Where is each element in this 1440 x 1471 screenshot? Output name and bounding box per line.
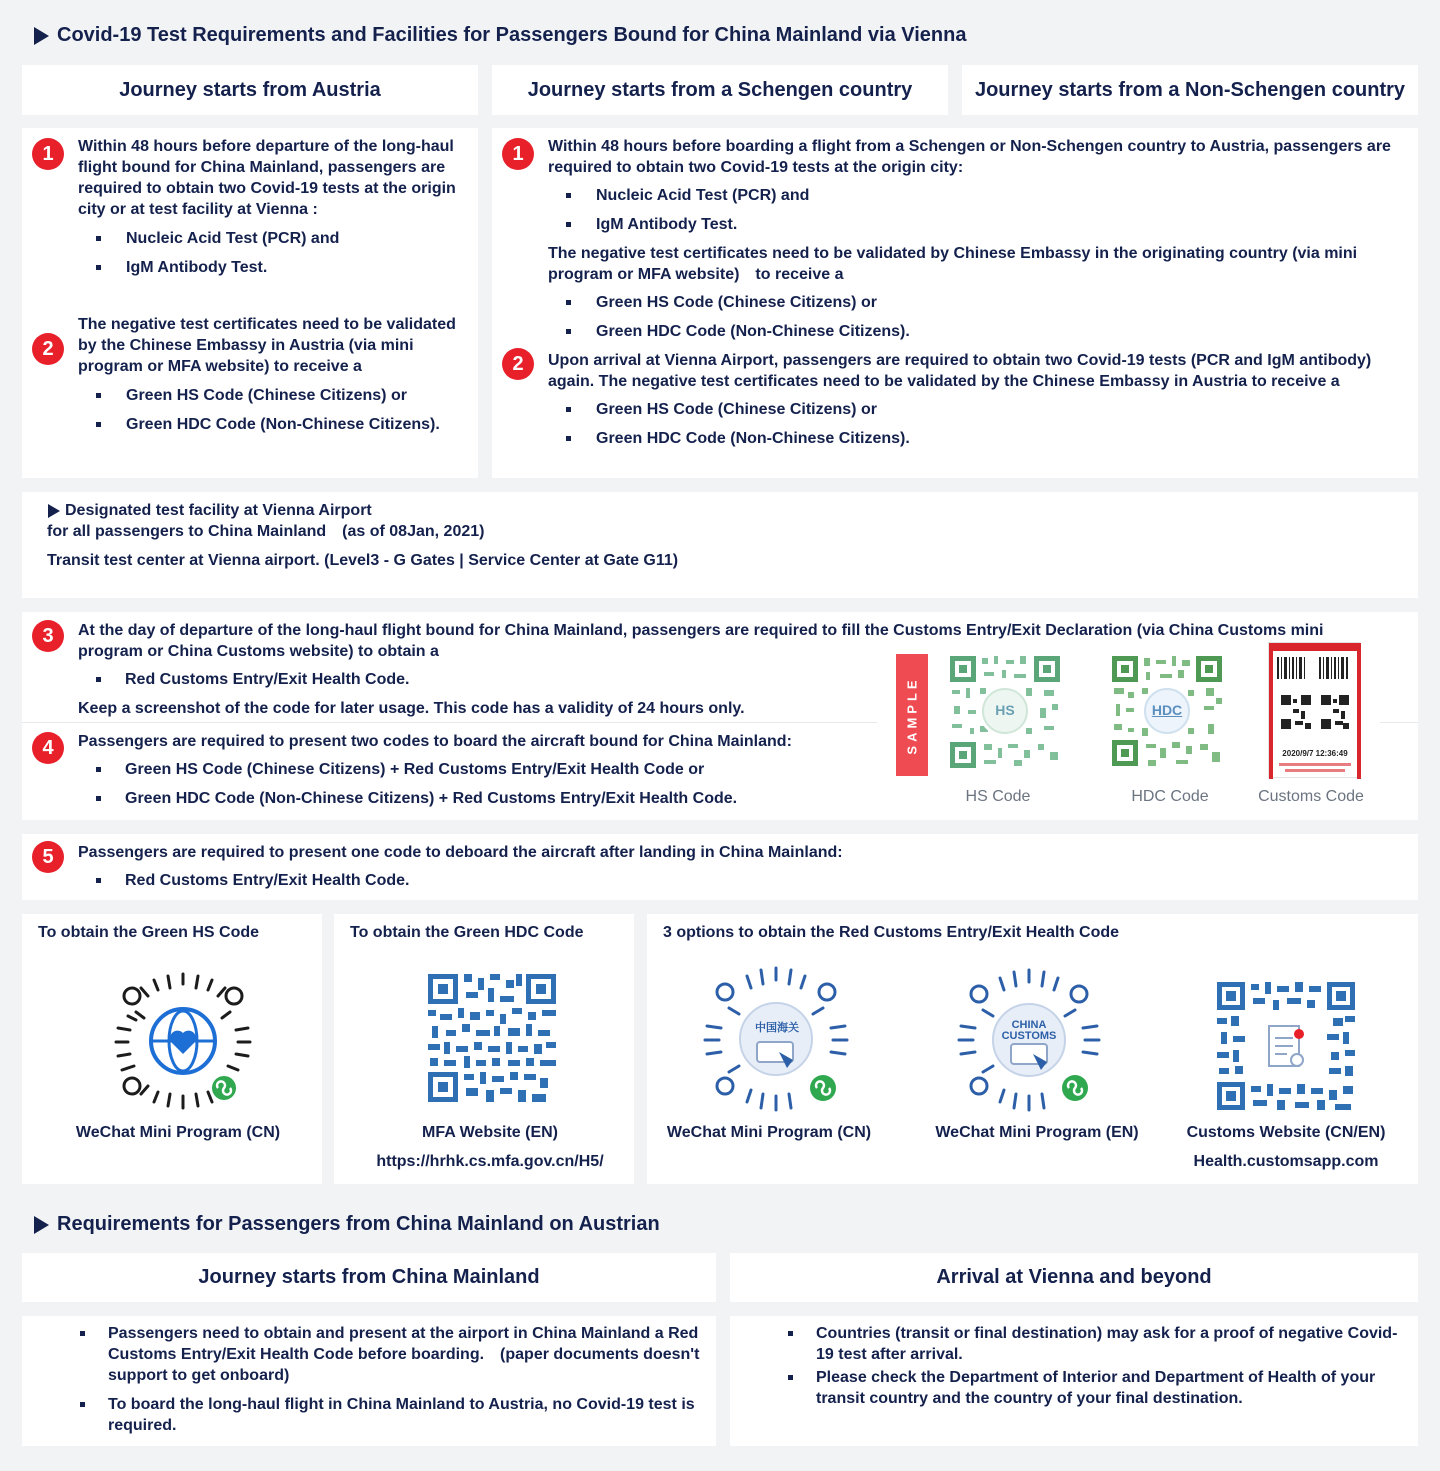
schengen-requirements-card xyxy=(492,128,1418,478)
step5-text: Passengers are required to present one code to deboard the aircraft after landing in China Mainland: xyxy=(78,844,843,861)
schengen-step2-text: Upon arrival at Vienna Airport, passengers are required to obtain two Covid-19 tests (PCR and IgM antibody) again. The negative test certificates need to be validated by the Chinese Embassy in Austria to receive a xyxy=(548,352,1372,390)
list-item: Green HS Code (Chinese Citizens) or xyxy=(96,381,440,410)
list-item: Please check the Department of Interior and Department of Health of your transit country and the country of your final destination. xyxy=(788,1367,1398,1409)
obtain-customs-code-card: 3 options to obtain the Red Customs Entry/Exit Health Code 中国海关 WeChat Mini Program (CN) CHINA CUSTOMS WeChat Mini Program (EN) Customs Website (CN/EN) Health.customsapp.com xyxy=(647,914,1418,1184)
hs-code-caption: HS Code xyxy=(965,788,1031,805)
list-item: Green HDC Code (Non-Chinese Citizens). xyxy=(96,410,440,439)
facility-location: Transit test center at Vienna airport. (Level3 - G Gates | Service Center at Gate G11) xyxy=(47,552,679,569)
obtain-hs-title: To obtain the Green HS Code xyxy=(38,924,260,941)
hdc-mfa-caption: MFA Website (EN) xyxy=(421,1124,558,1141)
china-customs-cn-mini-program-qr-icon[interactable] xyxy=(701,964,851,1114)
step5-list xyxy=(96,866,410,895)
schengen-step2-list xyxy=(566,395,910,453)
obtain-customs-title: 3 options to obtain the Red Customs Entry/Exit Health Code xyxy=(663,924,1120,941)
facility-subheading: for all passengers to China Mainland (as of 08Jan, 2021) xyxy=(47,523,485,540)
from-china-list xyxy=(80,1323,700,1444)
list-item: Nucleic Acid Test (PCR) and xyxy=(566,181,809,210)
test-facility-card xyxy=(22,492,1418,598)
column-header-schengen: Journey starts from a Schengen country xyxy=(492,65,948,115)
list-item: Green HDC Code (Non-Chinese Citizens). xyxy=(566,317,910,346)
schengen-step1-list xyxy=(566,181,809,239)
qr-code-icon xyxy=(1281,695,1351,731)
column-header-from-china: Journey starts from China Mainland xyxy=(22,1253,716,1302)
list-item: To board the long-haul flight in China Mainland to Austria, no Covid-19 test is required. xyxy=(80,1394,700,1436)
step-number-badge: 5 xyxy=(32,841,64,873)
step3-note: Keep a screenshot of the code for later usage. This code has a validity of 24 hours only. xyxy=(78,700,745,717)
column-header-arrival: Arrival at Vienna and beyond xyxy=(730,1253,1418,1302)
arrival-card xyxy=(730,1316,1418,1446)
austria-step1-text: Within 48 hours before departure of the long-haul flight bound for China Mainland, passengers are required to obtain two Covid-19 tests at the origin city or at test facility at Vienna : xyxy=(78,138,456,218)
customs-website-qr-icon[interactable] xyxy=(1217,982,1355,1110)
mfa-url-link[interactable]: https://hrhk.cs.mfa.gov.cn/H5/ xyxy=(376,1153,604,1170)
hs-code-sample-qr: HS xyxy=(944,648,1066,774)
list-item: Green HDC Code (Non-Chinese Citizens) + Red Customs Entry/Exit Health Code. xyxy=(96,784,737,813)
step-number-badge: 1 xyxy=(502,138,534,170)
facility-heading: Designated test facility at Vienna Airport xyxy=(48,500,372,521)
austria-requirements-card xyxy=(22,128,478,478)
china-customs-badge: CHINA CUSTOMS xyxy=(1001,1019,1057,1042)
customs-website-caption: Customs Website (CN/EN) xyxy=(1186,1124,1386,1141)
divider xyxy=(1380,722,1418,723)
arrival-list xyxy=(788,1323,1398,1417)
obtain-hs-code-card xyxy=(22,914,322,1184)
column-header-austria: Journey starts from Austria xyxy=(22,65,478,115)
list-item: Red Customs Entry/Exit Health Code. xyxy=(96,866,410,895)
step-number-badge: 3 xyxy=(32,620,64,652)
main-title: Covid-19 Test Requirements and Facilities for Passengers Bound for China Mainland via Vienna xyxy=(34,24,966,47)
list-item: Nucleic Acid Test (PCR) and xyxy=(96,224,339,253)
list-item: Green HDC Code (Non-Chinese Citizens). xyxy=(566,424,910,453)
triangle-bullet-icon xyxy=(34,1216,49,1234)
ticket-header-bar xyxy=(1269,643,1361,651)
list-item: IgM Antibody Test. xyxy=(96,253,339,282)
section2-title: Requirements for Passengers from China Mainland on Austrian xyxy=(34,1213,660,1236)
customs-en-caption: WeChat Mini Program (EN) xyxy=(935,1124,1139,1141)
list-item: Green HS Code (Chinese Citizens) or xyxy=(566,288,910,317)
column-header-non-schengen: Journey starts from a Non-Schengen country xyxy=(962,65,1418,115)
step-number-badge: 4 xyxy=(32,732,64,764)
customs-code-caption: Customs Code xyxy=(1258,788,1364,805)
barcode-icon xyxy=(1277,657,1353,683)
obtain-hdc-code-card xyxy=(334,914,634,1184)
step-5-card xyxy=(22,834,1418,900)
list-item: Green HS Code (Chinese Citizens) + Red Customs Entry/Exit Health Code or xyxy=(96,755,737,784)
austria-step2-list xyxy=(96,381,440,439)
schengen-step1-list2 xyxy=(566,288,910,346)
list-item: Green HS Code (Chinese Citizens) or xyxy=(566,395,910,424)
list-item: Red Customs Entry/Exit Health Code. xyxy=(96,665,410,694)
step3-text: At the day of departure of the long-haul flight bound for China Mainland, passengers are required to fill the Customs Entry/Exit Declaration (via China Customs mini program or China Customs website) to obtain a xyxy=(78,622,1324,660)
customs-code-sample: 2020/9/7 12:36:49 xyxy=(1268,642,1360,778)
step-number-badge: 1 xyxy=(32,138,64,170)
step3-list xyxy=(96,665,410,694)
step4-text: Passengers are required to present two codes to board the aircraft bound for China Mainland: xyxy=(78,733,792,750)
schengen-step1-text2: The negative test certificates need to be validated by Chinese Embassy in the originating country (via mini program or MFA website) to receive a xyxy=(548,245,1358,283)
customs-website-url-link[interactable]: Health.customsapp.com xyxy=(1193,1153,1379,1170)
customs-cn-caption: WeChat Mini Program (CN) xyxy=(666,1124,872,1141)
wechat-mini-program-qr-icon[interactable] xyxy=(110,968,256,1114)
triangle-bullet-icon xyxy=(34,27,49,45)
from-china-card xyxy=(22,1316,716,1446)
triangle-bullet-icon xyxy=(48,504,60,518)
step4-list xyxy=(96,755,737,813)
schengen-step1-text: Within 48 hours before boarding a flight from a Schengen or Non-Schengen country to Austria, passengers are required to obtain two Covid-19 tests at the origin city: xyxy=(548,138,1391,176)
hdc-code-sample-qr: HDC xyxy=(1104,648,1230,774)
divider xyxy=(22,722,877,723)
sample-ribbon: SAMPLE xyxy=(896,654,928,776)
list-item: Countries (transit or final destination) may ask for a proof of negative Covid-19 test after arrival. xyxy=(788,1323,1398,1365)
mfa-website-qr-icon[interactable] xyxy=(428,974,556,1102)
step-number-badge: 2 xyxy=(32,333,64,365)
hdc-code-caption: HDC Code xyxy=(1131,788,1209,805)
austria-step1-list xyxy=(96,224,339,282)
list-item: IgM Antibody Test. xyxy=(566,210,809,239)
list-item: Passengers need to obtain and present at the airport in China Mainland a Red Customs Entry/Exit Health Code before boarding. (paper documents doesn't support to get onboard) xyxy=(80,1323,700,1386)
obtain-hdc-title: To obtain the Green HDC Code xyxy=(350,924,584,941)
hs-wechat-caption: WeChat Mini Program (CN) xyxy=(75,1124,281,1141)
step-number-badge: 2 xyxy=(502,348,534,380)
steps-3-4-card xyxy=(22,612,1418,820)
austria-step2-text: The negative test certificates need to be validated by the Chinese Embassy in Austria (via mini program or MFA website) to receive a xyxy=(78,316,456,375)
